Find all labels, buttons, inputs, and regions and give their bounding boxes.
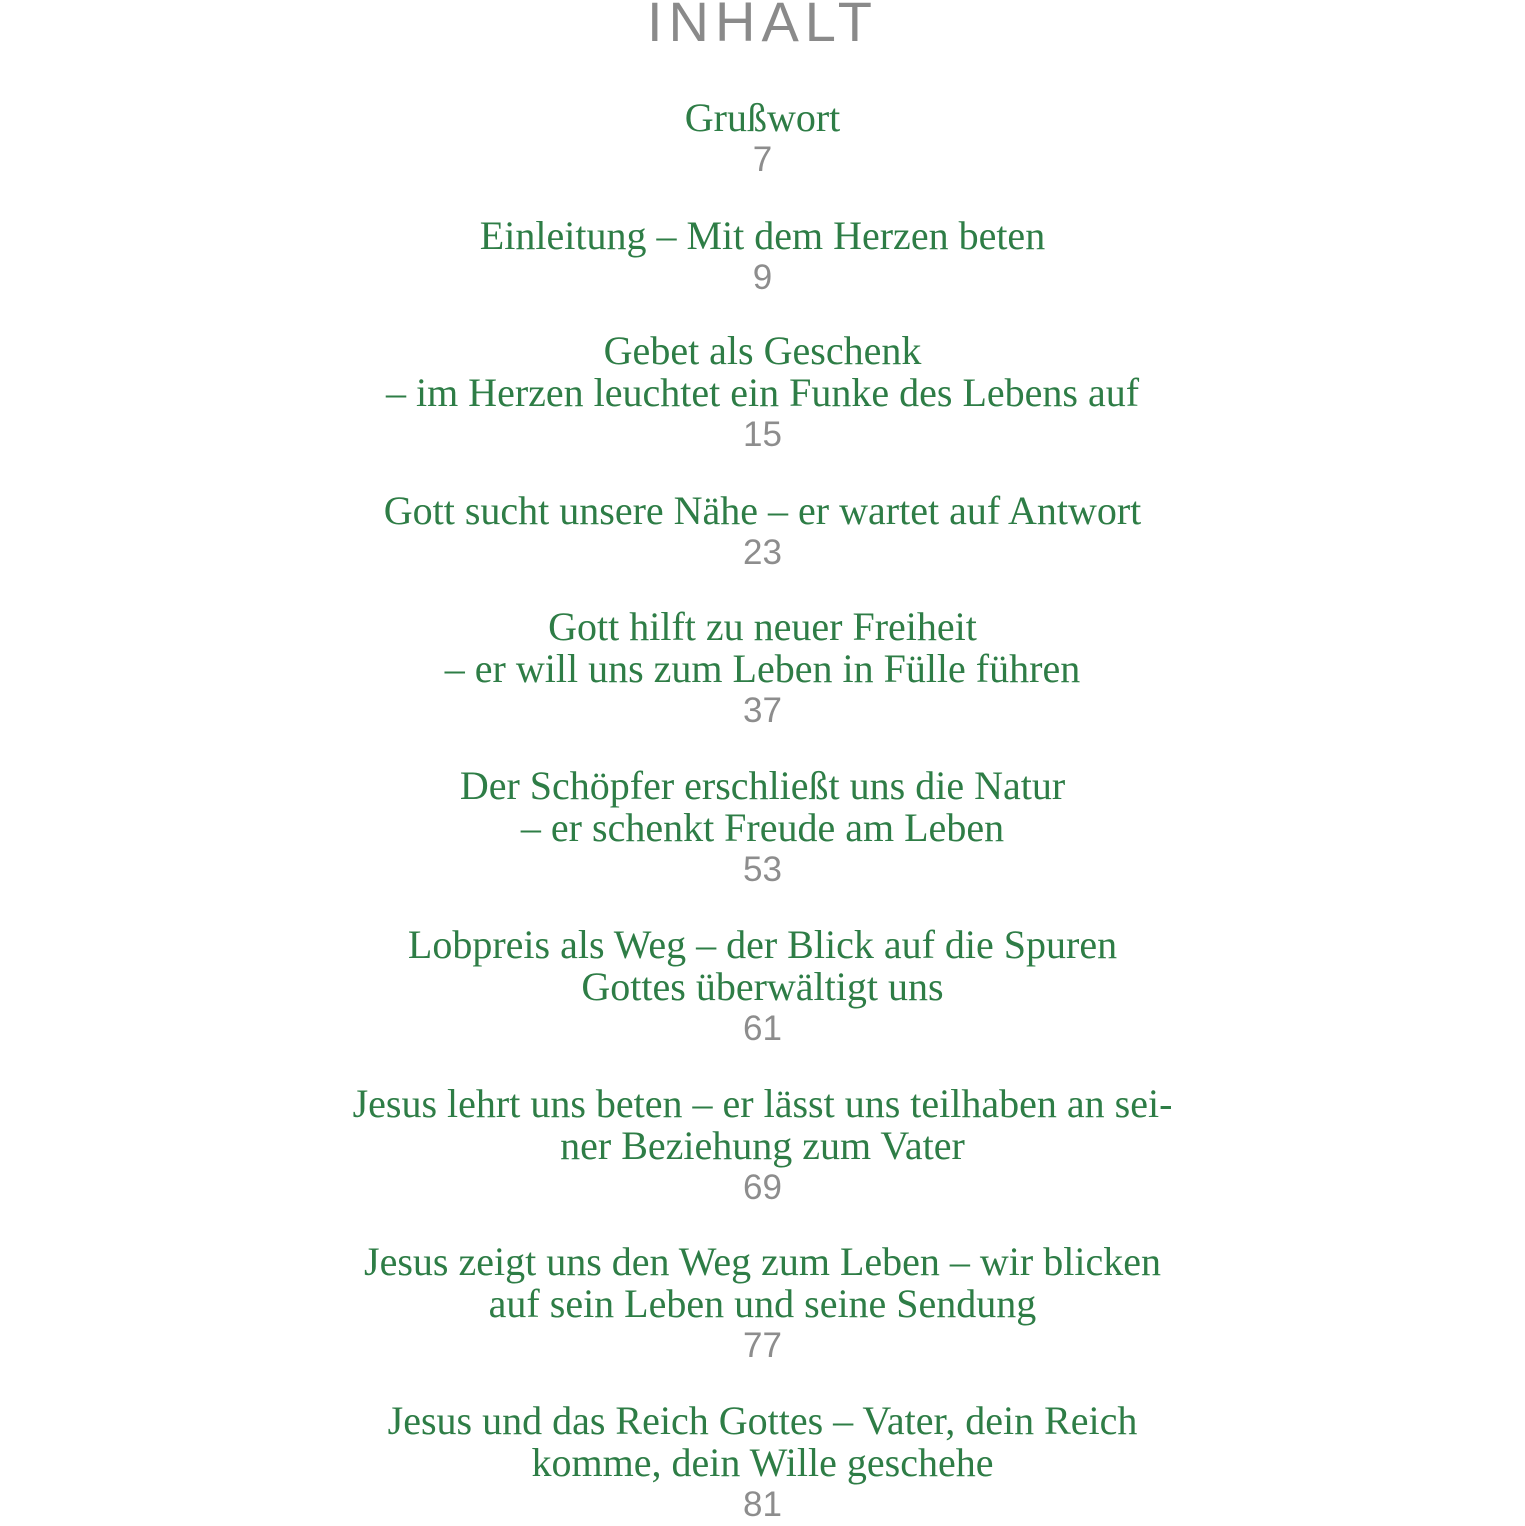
entry-title: Lobpreis als Weg – der Blick auf die Spuren (407, 922, 1118, 967)
entry-title-continued: – im Herzen leuchtet ein Funke des Lebens auf (385, 370, 1140, 415)
page-title: INHALT (647, 0, 878, 53)
entry-title: Gebet als Geschenk (603, 328, 922, 373)
entry-title: Grußwort (684, 95, 841, 140)
toc-entry (0, 330, 1525, 456)
entry-page-number: 61 (743, 1009, 782, 1048)
toc-entry (0, 97, 1525, 181)
entry-title: Einleitung – Mit dem Herzen beten (479, 213, 1046, 258)
toc-entry (0, 1241, 1525, 1367)
entry-page-number: 81 (743, 1485, 782, 1524)
toc-entry (0, 606, 1525, 732)
toc-entry (0, 765, 1525, 891)
entry-title: Gott hilft zu neuer Freiheit (548, 604, 977, 649)
entry-title-continued: – er will uns zum Leben in Fülle führen (444, 646, 1081, 691)
entry-page-number: 23 (743, 533, 782, 572)
toc-entry (0, 215, 1525, 299)
entry-page-number: 37 (743, 691, 782, 730)
toc-entry (0, 924, 1525, 1050)
entry-title-continued: Gottes überwältigt uns (581, 964, 944, 1009)
toc-entry (0, 490, 1525, 574)
entry-title: Jesus zeigt uns den Weg zum Leben – wir blicken (364, 1239, 1161, 1284)
toc-entry (0, 1083, 1525, 1209)
entry-page-number: 9 (752, 258, 773, 297)
entry-title-continued: – er schenkt Freude am Leben (520, 805, 1005, 850)
entry-title-continued: auf sein Leben und seine Sendung (488, 1281, 1037, 1326)
entry-page-number: 15 (743, 415, 782, 454)
entry-page-number: 53 (743, 850, 782, 889)
entry-page-number: 69 (743, 1168, 782, 1207)
entry-title: Der Schöpfer erschließt uns die Natur (459, 763, 1066, 808)
entry-title: Jesus und das Reich Gottes – Vater, dein Reich (387, 1398, 1138, 1443)
entry-page-number: 7 (752, 140, 773, 179)
entry-title-continued: komme, dein Wille geschehe (531, 1440, 994, 1485)
entry-page-number: 77 (743, 1326, 782, 1365)
entry-title: Gott sucht unsere Nähe – er wartet auf Antwort (383, 488, 1142, 533)
entry-title: Jesus lehrt uns beten – er lässt uns teilhaben an sei- (352, 1081, 1173, 1126)
entry-title-continued: ner Beziehung zum Vater (560, 1123, 965, 1168)
toc-entry (0, 1400, 1525, 1526)
